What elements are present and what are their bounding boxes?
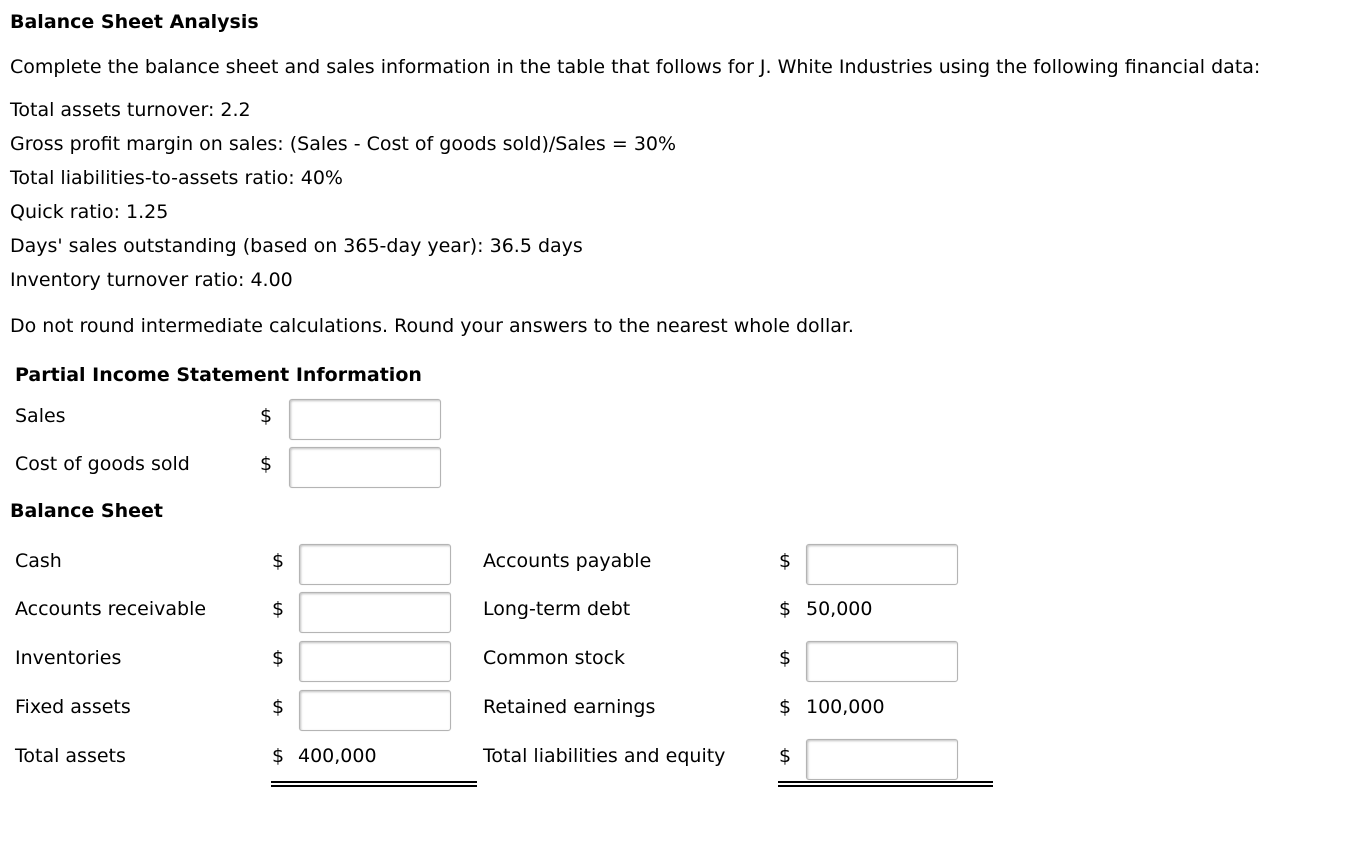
balance-sheet-heading: Balance Sheet [10, 500, 163, 522]
data-total-assets-turnover: Total assets turnover: 2.2 [10, 99, 251, 121]
common-stock-input[interactable] [806, 641, 958, 682]
inventories-label: Inventories [15, 647, 122, 669]
intro-text: Complete the balance sheet and sales information in the table that follows for J. White Industries using the following financial data: [10, 56, 1261, 78]
page-title: Balance Sheet Analysis [10, 11, 259, 33]
total-liabilities-equity-input[interactable] [806, 739, 958, 780]
data-quick-ratio: Quick ratio: 1.25 [10, 201, 169, 223]
fixed-assets-input[interactable] [299, 690, 451, 731]
inventories-input[interactable] [299, 641, 451, 682]
instructions-text: Do not round intermediate calculations. Round your answers to the nearest whole dollar. [10, 315, 854, 337]
sales-currency: $ [260, 405, 273, 427]
total-liabilities-equity-label: Total liabilities and equity [483, 745, 726, 767]
cogs-input[interactable] [289, 447, 441, 488]
cash-currency: $ [272, 550, 285, 572]
income-statement-heading: Partial Income Statement Information [15, 364, 422, 386]
accounts-payable-currency: $ [779, 550, 792, 572]
accounts-receivable-label: Accounts receivable [15, 598, 207, 620]
total-assets-double-underline [271, 781, 477, 783]
accounts-receivable-input[interactable] [299, 592, 451, 633]
accounts-receivable-currency: $ [272, 598, 285, 620]
long-term-debt-label: Long-term debt [483, 598, 631, 620]
total-liabilities-double-underline [778, 781, 993, 783]
fixed-assets-label: Fixed assets [15, 696, 131, 718]
cash-input[interactable] [299, 544, 451, 585]
cash-label: Cash [15, 550, 62, 572]
sales-input[interactable] [289, 399, 441, 440]
retained-earnings-value: 100,000 [806, 696, 885, 718]
data-inventory-turnover: Inventory turnover ratio: 4.00 [10, 269, 293, 291]
data-days-sales-outstanding: Days' sales outstanding (based on 365-day year): 36.5 days [10, 235, 583, 257]
data-gross-profit-margin: Gross profit margin on sales: (Sales - Cost of goods sold)/Sales = 30% [10, 133, 677, 155]
cogs-label: Cost of goods sold [15, 453, 190, 475]
long-term-debt-value: 50,000 [806, 598, 873, 620]
retained-earnings-label: Retained earnings [483, 696, 656, 718]
accounts-payable-input[interactable] [806, 544, 958, 585]
accounts-payable-label: Accounts payable [483, 550, 652, 572]
cogs-currency: $ [260, 453, 273, 475]
long-term-debt-currency: $ [779, 598, 792, 620]
sales-label: Sales [15, 405, 66, 427]
common-stock-label: Common stock [483, 647, 626, 669]
common-stock-currency: $ [779, 647, 792, 669]
inventories-currency: $ [272, 647, 285, 669]
total-assets-value: 400,000 [298, 745, 377, 767]
total-liabilities-equity-currency: $ [779, 745, 792, 767]
total-assets-label: Total assets [15, 745, 126, 767]
data-liabilities-to-assets: Total liabilities-to-assets ratio: 40% [10, 167, 343, 189]
fixed-assets-currency: $ [272, 696, 285, 718]
retained-earnings-currency: $ [779, 696, 792, 718]
total-assets-currency: $ [272, 745, 285, 767]
